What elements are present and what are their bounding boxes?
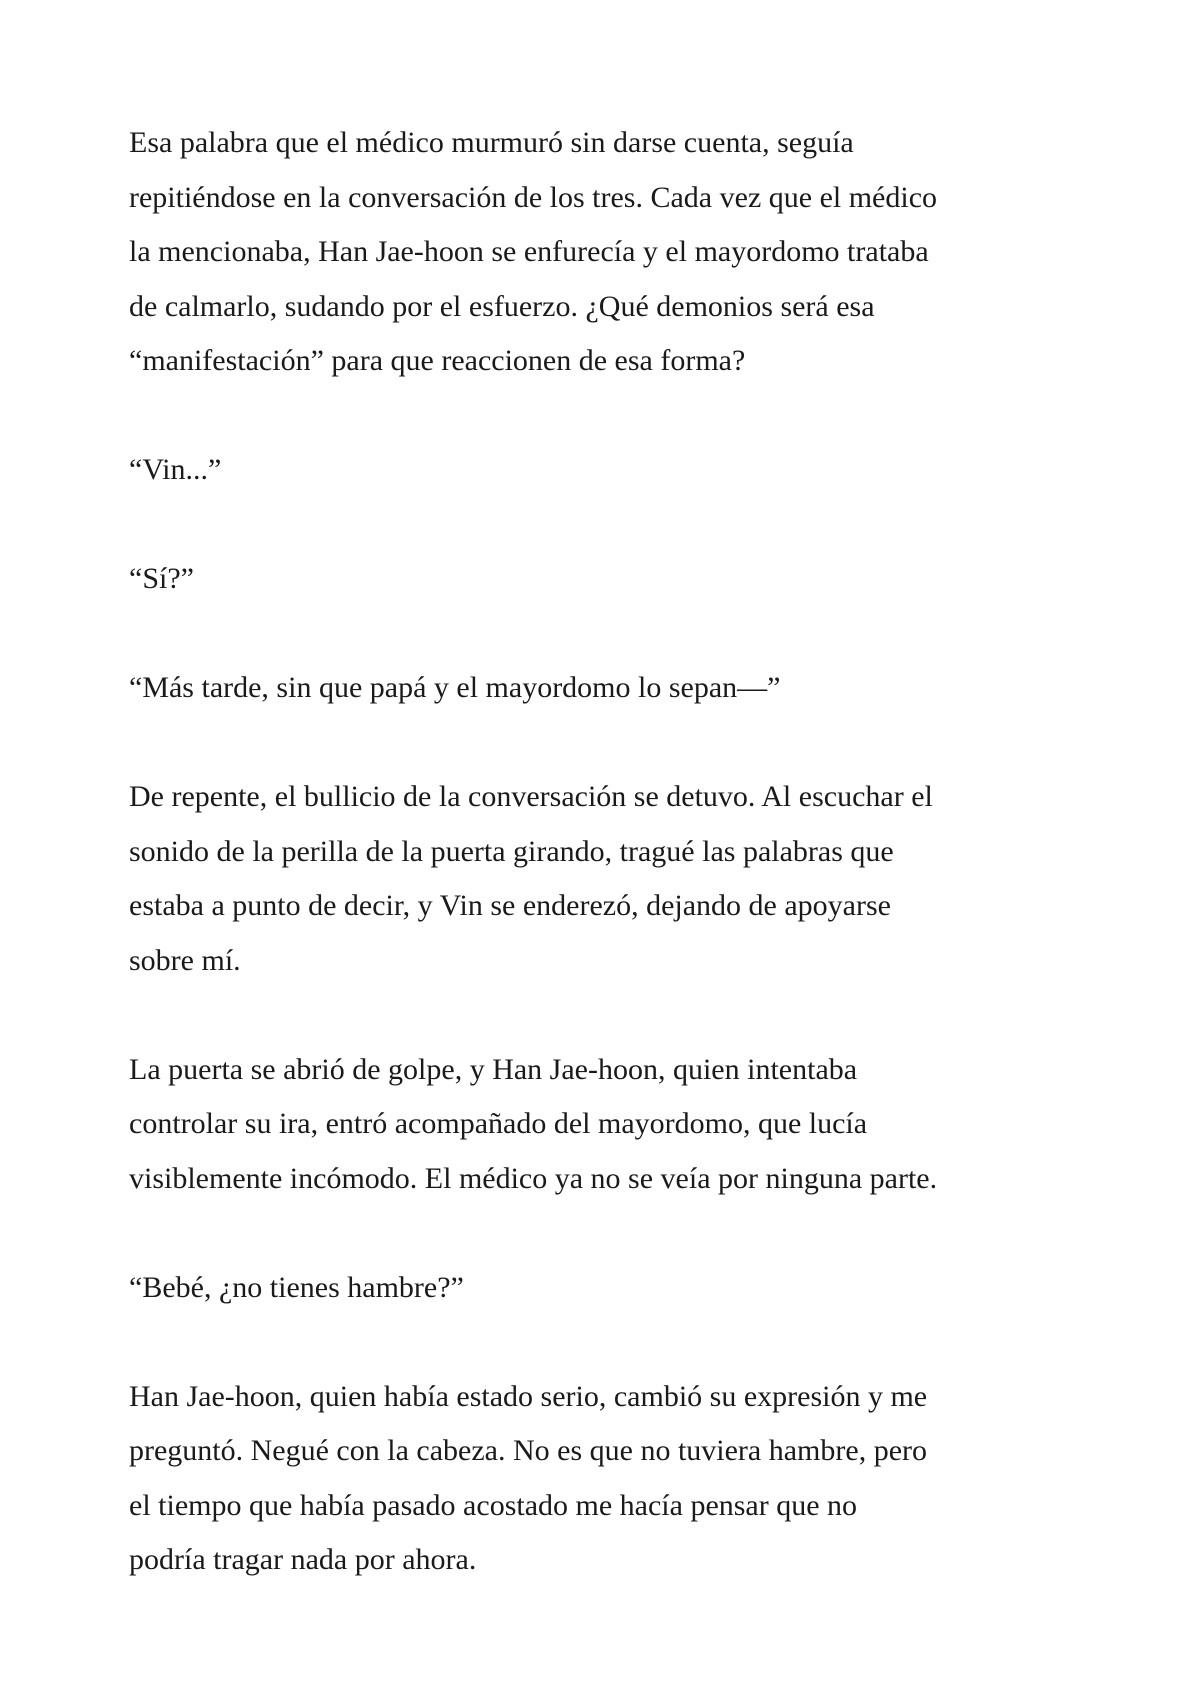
text-line: “Bebé, ¿no tienes hambre?” <box>129 1270 464 1304</box>
text-line: repitiéndose en la conversación de los tres. Cada vez que el médico <box>129 180 938 214</box>
text-line: La puerta se abrió de golpe, y Han Jae-hoon, quien intentaba <box>129 1052 858 1086</box>
text-line: la mencionaba, Han Jae-hoon se enfurecía y el mayordomo trataba <box>129 235 929 268</box>
paragraph <box>129 1261 1129 1316</box>
text-line: “manifestación” para que reaccionen de esa forma? <box>129 344 746 377</box>
paragraph <box>129 116 1129 389</box>
paragraph <box>129 770 1129 988</box>
text-line: De repente, el bullicio de la conversación se detuvo. Al escuchar el <box>129 780 933 813</box>
text-line: sobre mí. <box>129 943 241 977</box>
paragraph <box>129 443 1129 498</box>
text-line: el tiempo que había pasado acostado me hacía pensar que no <box>129 1488 858 1522</box>
text-line: “Sí?” <box>129 562 194 595</box>
document-body <box>129 116 1129 1642</box>
text-line: sonido de la perilla de la puerta girando, tragué las palabras que <box>129 834 894 868</box>
text-line: preguntó. Negué con la cabeza. No es que no tuviera hambre, pero <box>129 1434 928 1467</box>
paragraph <box>129 1370 1129 1588</box>
paragraph <box>129 661 1129 716</box>
paragraph <box>129 552 1129 607</box>
text-line: visiblemente incómodo. El médico ya no se veía por ninguna parte. <box>129 1161 938 1195</box>
paragraph <box>129 1043 1129 1207</box>
text-line: Han Jae-hoon, quien había estado serio, cambió su expresión y me <box>129 1379 928 1413</box>
text-line: de calmarlo, sudando por el esfuerzo. ¿Qué demonios será esa <box>129 289 875 323</box>
text-line: “Más tarde, sin que papá y el mayordomo lo sepan—” <box>129 671 781 704</box>
text-line: controlar su ira, entró acompañado del mayordomo, que lucía <box>129 1107 868 1140</box>
text-line: “Vin...” <box>129 453 222 486</box>
text-line: podría tragar nada por ahora. <box>129 1543 477 1576</box>
text-line: Esa palabra que el médico murmuró sin darse cuenta, seguía <box>129 126 854 159</box>
text-line: estaba a punto de decir, y Vin se enderezó, dejando de apoyarse <box>129 889 891 922</box>
